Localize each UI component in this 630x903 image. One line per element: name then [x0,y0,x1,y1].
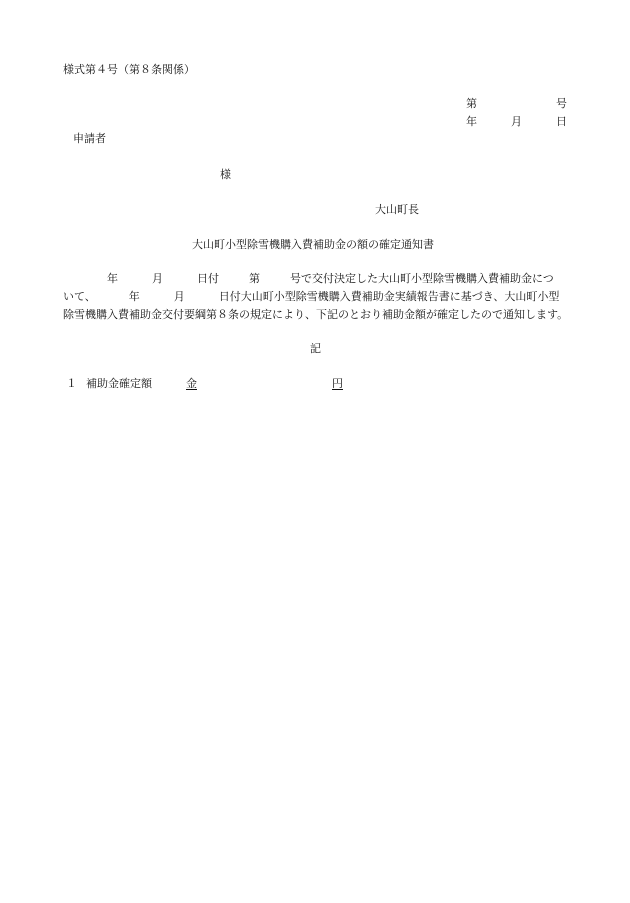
body-start-2: いて、 [63,290,96,303]
ki-heading: 記 [310,342,321,355]
form-number-label: 様式第４号（第８条関係） [63,63,195,76]
body-no-1: 第 [249,272,260,285]
body-line-1 [63,273,554,284]
item-label: 補助金確定額 [86,377,152,390]
item-number: １ [66,377,77,390]
honorific-sama: 様 [220,168,231,181]
body-year-2: 年 [128,290,140,303]
applicant-label: 申請者 [73,132,106,145]
body-line-2 [63,291,559,302]
date-day: 日 [556,115,567,128]
amount-prefix: 金 [186,377,197,390]
document-number-prefix: 第 [466,97,477,110]
document-number-suffix: 号 [556,97,567,110]
issuer-name: 大山町長 [375,203,419,216]
body-year-1: 年 [107,272,118,285]
body-text-2: 日付大山町小型除雪機購入費補助金実績報告書に基づき、大山町小型 [218,290,560,303]
document-title: 大山町小型除雪機購入費補助金の額の確定通知書 [192,238,434,251]
body-dated-1: 日付 [197,272,219,285]
body-line-3: 除雪機購入費補助金交付要綱第８条の規定により、下記のとおり補助金額が確定したので通知します。 [63,308,569,321]
date-month: 月 [511,115,522,128]
body-text-1: 号で交付決定した大山町小型除雪機購入費補助金につ [290,272,554,285]
confirmed-amount-field [186,378,343,389]
amount-suffix: 円 [332,377,343,390]
body-month-2: 月 [173,290,185,303]
date-year: 年 [466,115,477,128]
body-month-1: 月 [152,272,163,285]
